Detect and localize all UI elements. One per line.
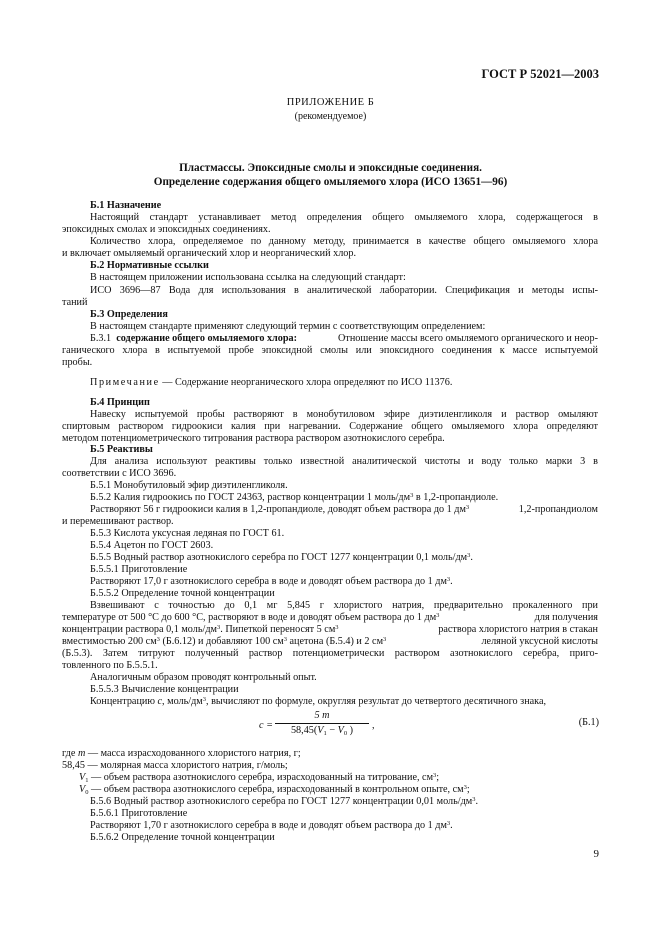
list-item: Б.5.6.1 Приготовление — [90, 808, 188, 819]
paragraph-line: Концентрацию с, моль/$дм^3$, вычисляют по формуле, округляя результат до четвертого десятичного знака, — [90, 696, 547, 707]
section-heading: Б.4 Принцип — [90, 397, 150, 408]
list-item: Б.5.5.1 Приготовление — [90, 564, 188, 575]
appendix-subtitle: (рекомендуемое) — [294, 111, 367, 122]
paragraph-line: методом потенциометрического титрования раствора раствором азотнокислого серебра. — [62, 433, 445, 444]
section-heading: Б.2 Нормативные ссылки — [90, 260, 209, 271]
paragraph-line: пробы. — [62, 357, 93, 368]
paragraph-line: ИСО 3696—87 Вода для использования в аналитической лаборатории. Спецификация и методы испы- — [90, 285, 598, 296]
definition-number: Б.3.1 — [90, 333, 112, 344]
paragraph-line: Растворяют 1,70 г азотнокислого серебра в воде и доводят объем раствора до 1 $дм^3$. — [90, 820, 453, 831]
fraction-bar — [275, 723, 369, 724]
paragraph-line: вместимостью 200 $см^3$ (Б.6.12) и добавляют 100 $см^3$ ацетона (Б.5.4) и 2 $см^3$ леляной уксусной кислоты — [62, 636, 598, 647]
paragraph-line: Растворяют 56 г гидроокиси калия в 1,2-пропандиоле, доводят объем раствора до 1 $дм^3$ 1,2-пропандиолом — [90, 504, 598, 515]
formula-lhs: c = — [259, 720, 273, 731]
paragraph-line: Настоящий стандарт устанавливает метод определения общего омыляемого хлора, содержащегося в — [90, 212, 598, 223]
paragraph-line: Взвешивают с точностью до 0,1 мг 5,845 г хлористого натрия, предварительно прокаленного при — [90, 600, 598, 611]
definition-text: Отношение массы всего омыляемого органического и неор- — [338, 333, 598, 344]
doc-title-line1: Пластмассы. Эпоксидные смолы и эпоксидные соединения. — [179, 162, 482, 174]
paragraph-line: Растворяют 17,0 г азотнокислого серебра в воде и доводят объем раствора до 1 $дм^3$. — [90, 576, 453, 587]
section-heading: Б.5 Реактивы — [90, 444, 153, 455]
paragraph-line: соответствии с ИСО 3696. — [62, 468, 177, 479]
where-line: где m — масса израсходованного хлористого натрия, г; — [62, 748, 301, 759]
paragraph-line: спиртовым раствором гидроокиси калия при нагревании. Содержание общего омыляемого хлора определяют — [62, 421, 598, 432]
list-item: Б.5.1 Монобутиловый эфир диэтиленгликоля. — [90, 480, 288, 491]
list-item: Б.5.5 Водный раствор азотнокислого серебра по ГОСТ 1277 концентрации 0,1 моль/$дм^3$. — [90, 552, 473, 563]
list-item: Б.5.6 Водный раствор азотнокислого серебра по ГОСТ 1277 концентрации 0,01 моль/$дм^3$. — [90, 796, 479, 807]
paragraph-line: ганического хлора в испытуемой пробе эпоксидной смолы или эпоксидного соединения к массе испытуемой — [62, 345, 598, 356]
paragraph-line: Для анализа используют реактивы только известной аналитической чистоты и воду только марки 3 в — [90, 456, 598, 467]
where-line: $V_0$ — объем раствора азотнокислого серебра, израсходованный в контрольном опыте, $см^3$; — [79, 784, 470, 796]
paragraph-line: Количество хлора, определяемое по данному методу, принимается в качестве общего омыляемого хлора — [90, 236, 598, 247]
formula-comma: , — [372, 720, 375, 731]
paragraph-line: Аналогичным образом проводят контрольный опыт. — [90, 672, 317, 683]
paragraph-line: таний — [62, 297, 88, 308]
list-item: Б.5.3 Кислота уксусная ледяная по ГОСТ 61. — [90, 528, 285, 539]
appendix-title: ПРИЛОЖЕНИЕ Б — [286, 97, 375, 108]
where-line: $V_1$ — объем раствора азотнокислого серебра, израсходованный на титрование, $см^3$; — [79, 772, 440, 784]
paragraph-line: температуре от 500 °С до 600 °С, растворяют в воде и доводят объем раствора до 1 $дм^3$ для получения — [62, 612, 598, 623]
paragraph-line: товленного по Б.5.5.1. — [62, 660, 158, 671]
paragraph-line: (Б.5.3). Затем титруют полученный раствор потенциометрически раствором азотнокислого серебра, приго- — [62, 648, 598, 659]
definition-line — [90, 333, 598, 345]
page-number: 9 — [593, 848, 599, 860]
where-line: 58,45 — молярная масса хлористого натрия, г/моль; — [62, 760, 288, 771]
standard-number: ГОСТ Р 52021—2003 — [481, 67, 599, 81]
paragraph-line: В настоящем стандарте применяют следующий термин с соответствующим определением: — [90, 321, 486, 332]
list-item: Б.5.2 Калия гидроокись по ГОСТ 24363, раствор концентрации 1 моль/$дм^3$ в 1,2-пропандиоле. — [90, 492, 499, 503]
section-heading: Б.1 Назначение — [90, 200, 162, 211]
list-item: Б.5.6.2 Определение точной концентрации — [90, 832, 275, 843]
list-item: Б.5.5.3 Вычисление концентрации — [90, 684, 239, 695]
formula-number: (Б.1) — [578, 717, 599, 728]
formula-denominator: $58,45(V_1 - V_0$ ) — [290, 725, 354, 737]
definition-term: содержание общего омыляемого хлора: — [116, 333, 298, 344]
paragraph-line: эпоксидных смолах и эпоксидных соединениях. — [62, 224, 271, 235]
note — [90, 377, 452, 389]
paragraph-line: Навеску испытуемой пробы растворяют в монобутиловом эфире диэтиленгликоля и раствор омыляют — [90, 409, 598, 420]
paragraph-line: и перемешивают раствор. — [62, 516, 174, 527]
note-text: — Содержание неорганического хлора определяют по ИСО 11376. — [162, 377, 453, 388]
section-heading: Б.3 Определения — [90, 309, 168, 320]
doc-title-line2: Определение содержания общего омыляемого хлора (ИСО 13651—96) — [153, 176, 508, 188]
paragraph-line: В настоящем приложении использована ссылка на следующий стандарт: — [90, 272, 406, 283]
list-item: Б.5.5.2 Определение точной концентрации — [90, 588, 275, 599]
list-item: Б.5.4 Ацетон по ГОСТ 2603. — [90, 540, 214, 551]
paragraph-line: концентрации раствора 0,1 моль/$дм^3$. Пипеткой переносят 5 $см^3$ раствора хлористого натрия в стакан — [62, 624, 598, 635]
note-label: Примечание — [90, 377, 160, 388]
formula-numerator: 5 m — [314, 710, 330, 721]
paragraph-line: и включает омыляемый органический хлор и неорганический хлор. — [62, 248, 357, 259]
